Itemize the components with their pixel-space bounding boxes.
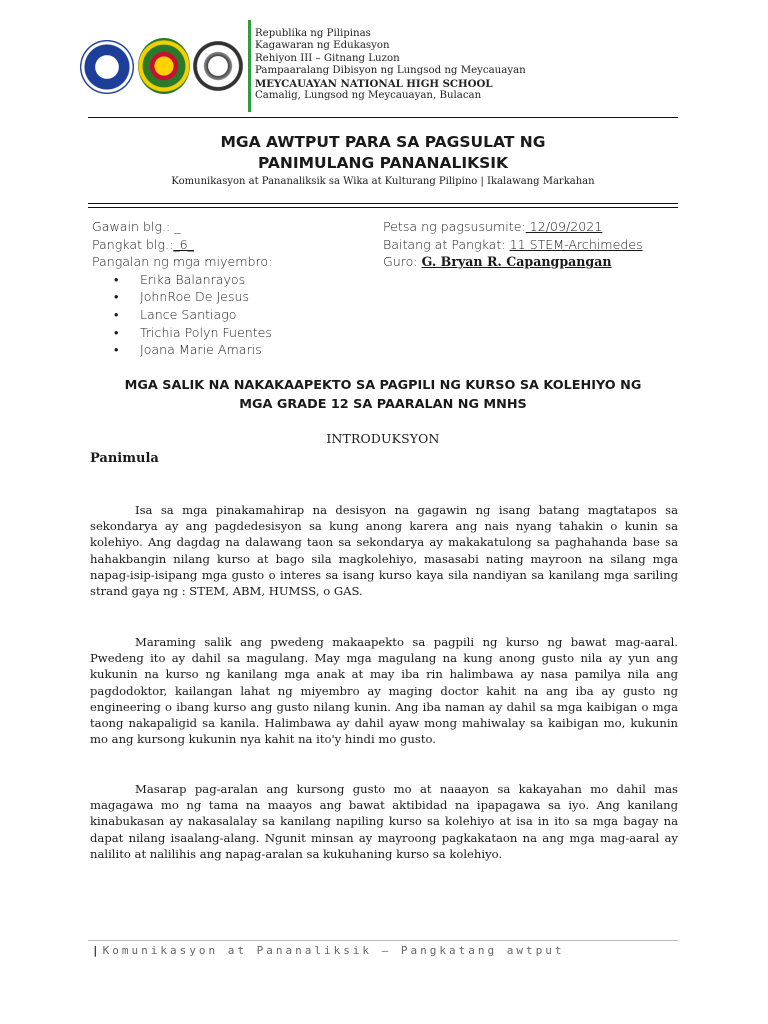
school-seal-icon xyxy=(192,38,244,94)
member-item: • Joana Marie Amaris xyxy=(92,341,272,359)
body-paragraph: Maraming salik ang pwedeng makaapekto sa pagpili ng kurso ng bawat mag-aaral. Pwedeng ito ay dahil sa magulang. May mga magulang na kung anong gusto nila ay yun ang kukunin na kurso ng kanilang mga anak at may iba rin halimbawa ay nasa pamilya nila ang pagdodoktor, kailangan lahat ng miyembro ay maging doctor kahit na ang iba ay gusto ng engineering o ibang kurso ang gusto nilang kunin. Ang iba naman ay dahil sa mga kaibigan o mga taong nakapaligid sa kanila. Halimbawa ay dahil ayaw mong mahiwalay sa kaibigan mo, kukunin mo ang kursong kukunin nya kahit na ito'y hindi mo gusto. xyxy=(90,635,678,747)
member-list xyxy=(92,271,272,359)
doc-title-line1: MGA AWTPUT PARA SA PAGSULAT NG xyxy=(220,133,546,151)
gawain-value: _ xyxy=(174,219,181,234)
body-paragraph: Isa sa mga pinakamahirap na desisyon na gagawin ng isang batang magtatapos sa sekondarya ay ang pagdedesisyon sa kung anong karera ang nais nyang tahakin o kunin sa kolehiyo. Ang dagdag na dalawang taon sa sekondarya ay makakatulong sa paghahanda base sa hahakbangin nilang kurso at bago sila magkolehiyo, masasabi nating mayroon na silang mga napag-isip-isipang mga gusto o interes sa isang kurso kaya sila nandiyan sa kanilang mga sariling strand gaya ng : STEM, ABM, HUMSS, o GAS. xyxy=(90,503,678,599)
school-header xyxy=(80,18,680,118)
baitang-label: Baitang at Pangkat: xyxy=(383,236,510,252)
pangkat-label: Pangkat blg.: xyxy=(92,236,174,252)
pangkat-row xyxy=(92,236,272,254)
header-line-republic: Republika ng Pilipinas xyxy=(255,28,371,39)
doc-subtitle: Komunikasyon at Pananaliksik sa Wika at Kulturang Pilipino | Ikalawang Markahan xyxy=(171,176,595,187)
header-line-department: Kagawaran ng Edukasyon xyxy=(255,40,390,52)
footer-pipe: | xyxy=(92,944,99,957)
research-title-line1: MGA SALIK NA NAKAKAAPEKTO SA PAGPILI NG KURSO SA KOLEHIYO NG xyxy=(124,378,642,393)
section-heading: INTRODUKSYON xyxy=(326,431,440,446)
guro-row xyxy=(383,253,643,271)
gawain-label: Gawain blg.: xyxy=(92,219,175,234)
member-item: • JohnRoe De Jesus xyxy=(92,288,272,306)
page-footer xyxy=(92,944,565,957)
info-left xyxy=(92,218,272,359)
body-paragraph: Masarap pag-aralan ang kursong gusto mo at naaayon sa kakayahan mo dahil mas magagawa mo ng tama na maayos ang bawat aktibidad na ipapagawa sa iyo. Ang kanilang kinabukasan ay nakasalalay sa kanilang napiling kurso sa kolehiyo at isa in ito sa mga bagay na dapat nilang isaalang-alang. Ngunit minsan ay mayroong pagkakataon na ang mga mag-aaral ay nalilito at nalilihis ang napag-aralan sa kukuhaning kurso sa kolehiyo. xyxy=(90,782,678,861)
title-double-rule xyxy=(88,203,678,208)
research-title-line2: MGA GRADE 12 SA PAARALAN NG MNHS xyxy=(239,397,527,412)
header-rule xyxy=(88,117,678,118)
guro-value: G. Bryan R. Capangpangan xyxy=(421,254,612,270)
school-info xyxy=(255,28,526,102)
member-item: • Erika Balanrayos xyxy=(92,271,272,289)
subsection-heading: Panimula xyxy=(90,451,159,466)
doc-title-line2: PANIMULANG PANANALIKSIK xyxy=(257,154,509,172)
header-line-region: Rehiyon III – Gitnang Luzon xyxy=(255,52,400,64)
member-item: • Trichia Polyn Fuentes xyxy=(92,324,272,342)
info-right xyxy=(383,218,643,271)
header-divider xyxy=(248,20,251,112)
guro-label: Guro: xyxy=(383,254,422,270)
header-line-address: Camalig, Lungsod ng Meycauayan, Bulacan xyxy=(255,90,482,102)
member-item: • Lance Santiago xyxy=(92,306,272,324)
header-line-school-name: MEYCAUAYAN NATIONAL HIGH SCHOOL xyxy=(255,77,493,90)
division-seal-icon xyxy=(138,38,190,94)
petsa-label: Petsa ng pagsusumite: xyxy=(383,219,526,234)
header-line-division: Pampaaralang Dibisyon ng Lungsod ng Meycauayan xyxy=(255,65,526,77)
gawain-row xyxy=(92,218,272,236)
pangkat-value: _6_ xyxy=(173,236,194,252)
deped-seal-icon xyxy=(80,40,134,94)
baitang-value: 11 STEM-Archimedes xyxy=(509,236,643,252)
petsa-value: 12/09/2021 xyxy=(525,219,603,234)
baitang-row xyxy=(383,236,643,254)
pangalan-label: Pangalan ng mga miyembro: xyxy=(92,254,273,270)
footer-rule xyxy=(88,940,678,941)
petsa-row xyxy=(383,218,643,236)
footer-text: Komunikasyon at Pananaliksik – Pangkatang awtput xyxy=(102,944,565,957)
